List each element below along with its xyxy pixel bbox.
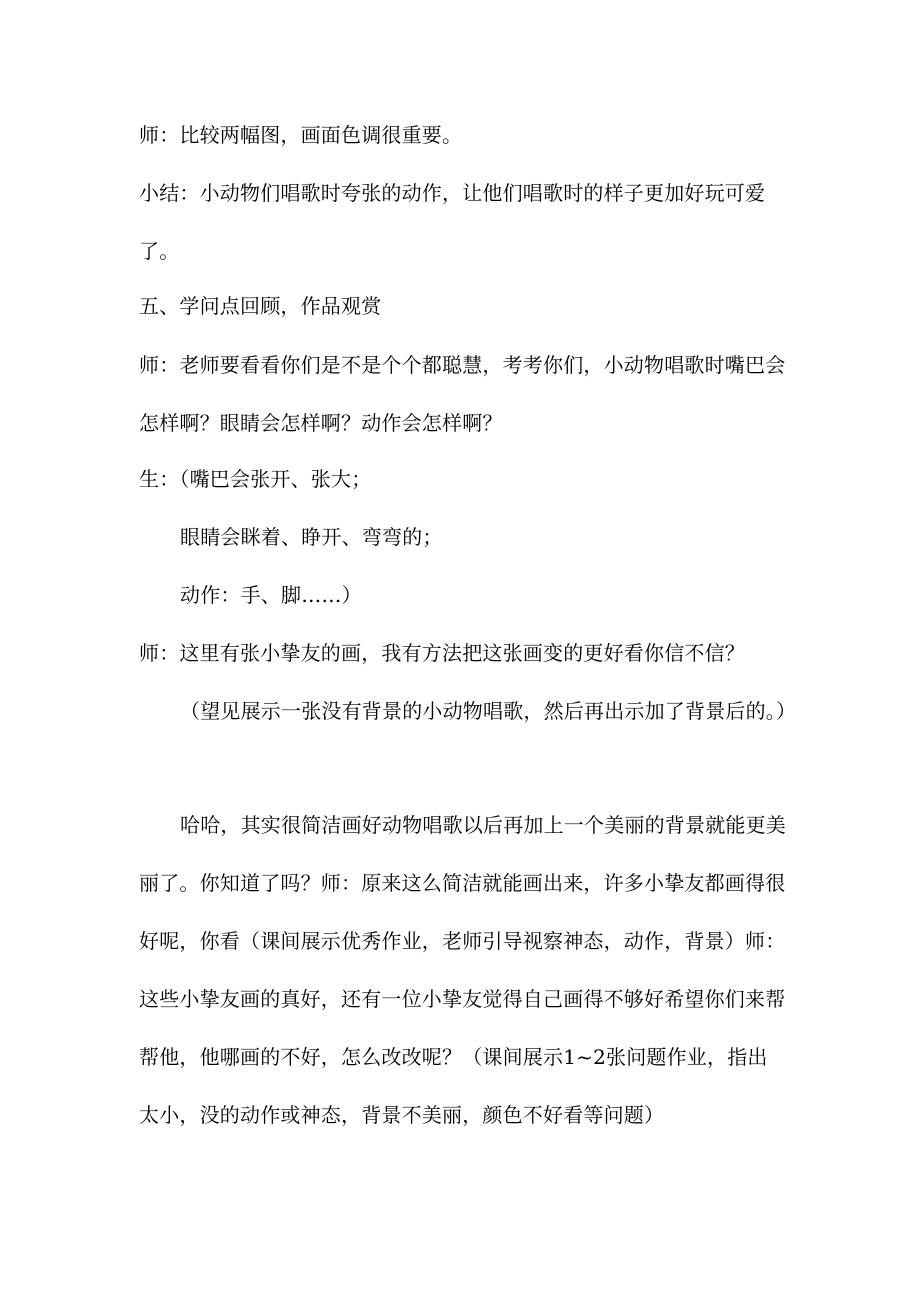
paragraph-show-background: （望见展示一张没有背景的小动物唱歌，然后再出示加了背景后的。） bbox=[180, 699, 797, 723]
paragraph-haha-explanation: 哈哈，其实很简洁画好动物唱歌以后再加上一个美丽的背景就能更美丽了。你知道了吗？师：原来这么简洁就能画出来，许多小挚友都画得很好呢，你看（课间展示优秀作业，老师引导视察神态，动作，背景）师：这些小挚友画的真好，还有一位小挚友觉得自己画得不够好希望你们来帮帮他，他哪画的不好，怎么改改呢？（课间展示1~2张问题作业，指出太小，没的动作或神态，背景不美丽，颜色不好看等问题） bbox=[139, 813, 786, 1127]
paragraph-summary: 小结：小动物们唱歌时夸张的动作，让他们唱歌时的样子更加好玩可爱了。 bbox=[139, 181, 766, 263]
paragraph-student-answer-mouth: 生：（嘴巴会张开、张大； bbox=[139, 467, 372, 491]
paragraph-teacher-compare: 师：比较两幅图，画面色调很重要。 bbox=[139, 123, 463, 147]
paragraph-teacher-quiz: 师：老师要看看你们是不是个个都聪慧，考考你们，小动物唱歌时嘴巴会怎样啊？眼睛会怎样啊？动作会怎样啊？ bbox=[139, 353, 786, 435]
paragraph-teacher-picture: 师：这里有张小挚友的画，我有方法把这张画变的更好看你信不信？ bbox=[139, 641, 745, 665]
section-heading-review: 五、学问点回顾，作品观赏 bbox=[139, 294, 382, 318]
paragraph-student-answer-action: 动作：手、脚……） bbox=[180, 583, 362, 607]
paragraph-student-answer-eyes: 眼睛会眯着、睁开、弯弯的； bbox=[180, 525, 443, 549]
